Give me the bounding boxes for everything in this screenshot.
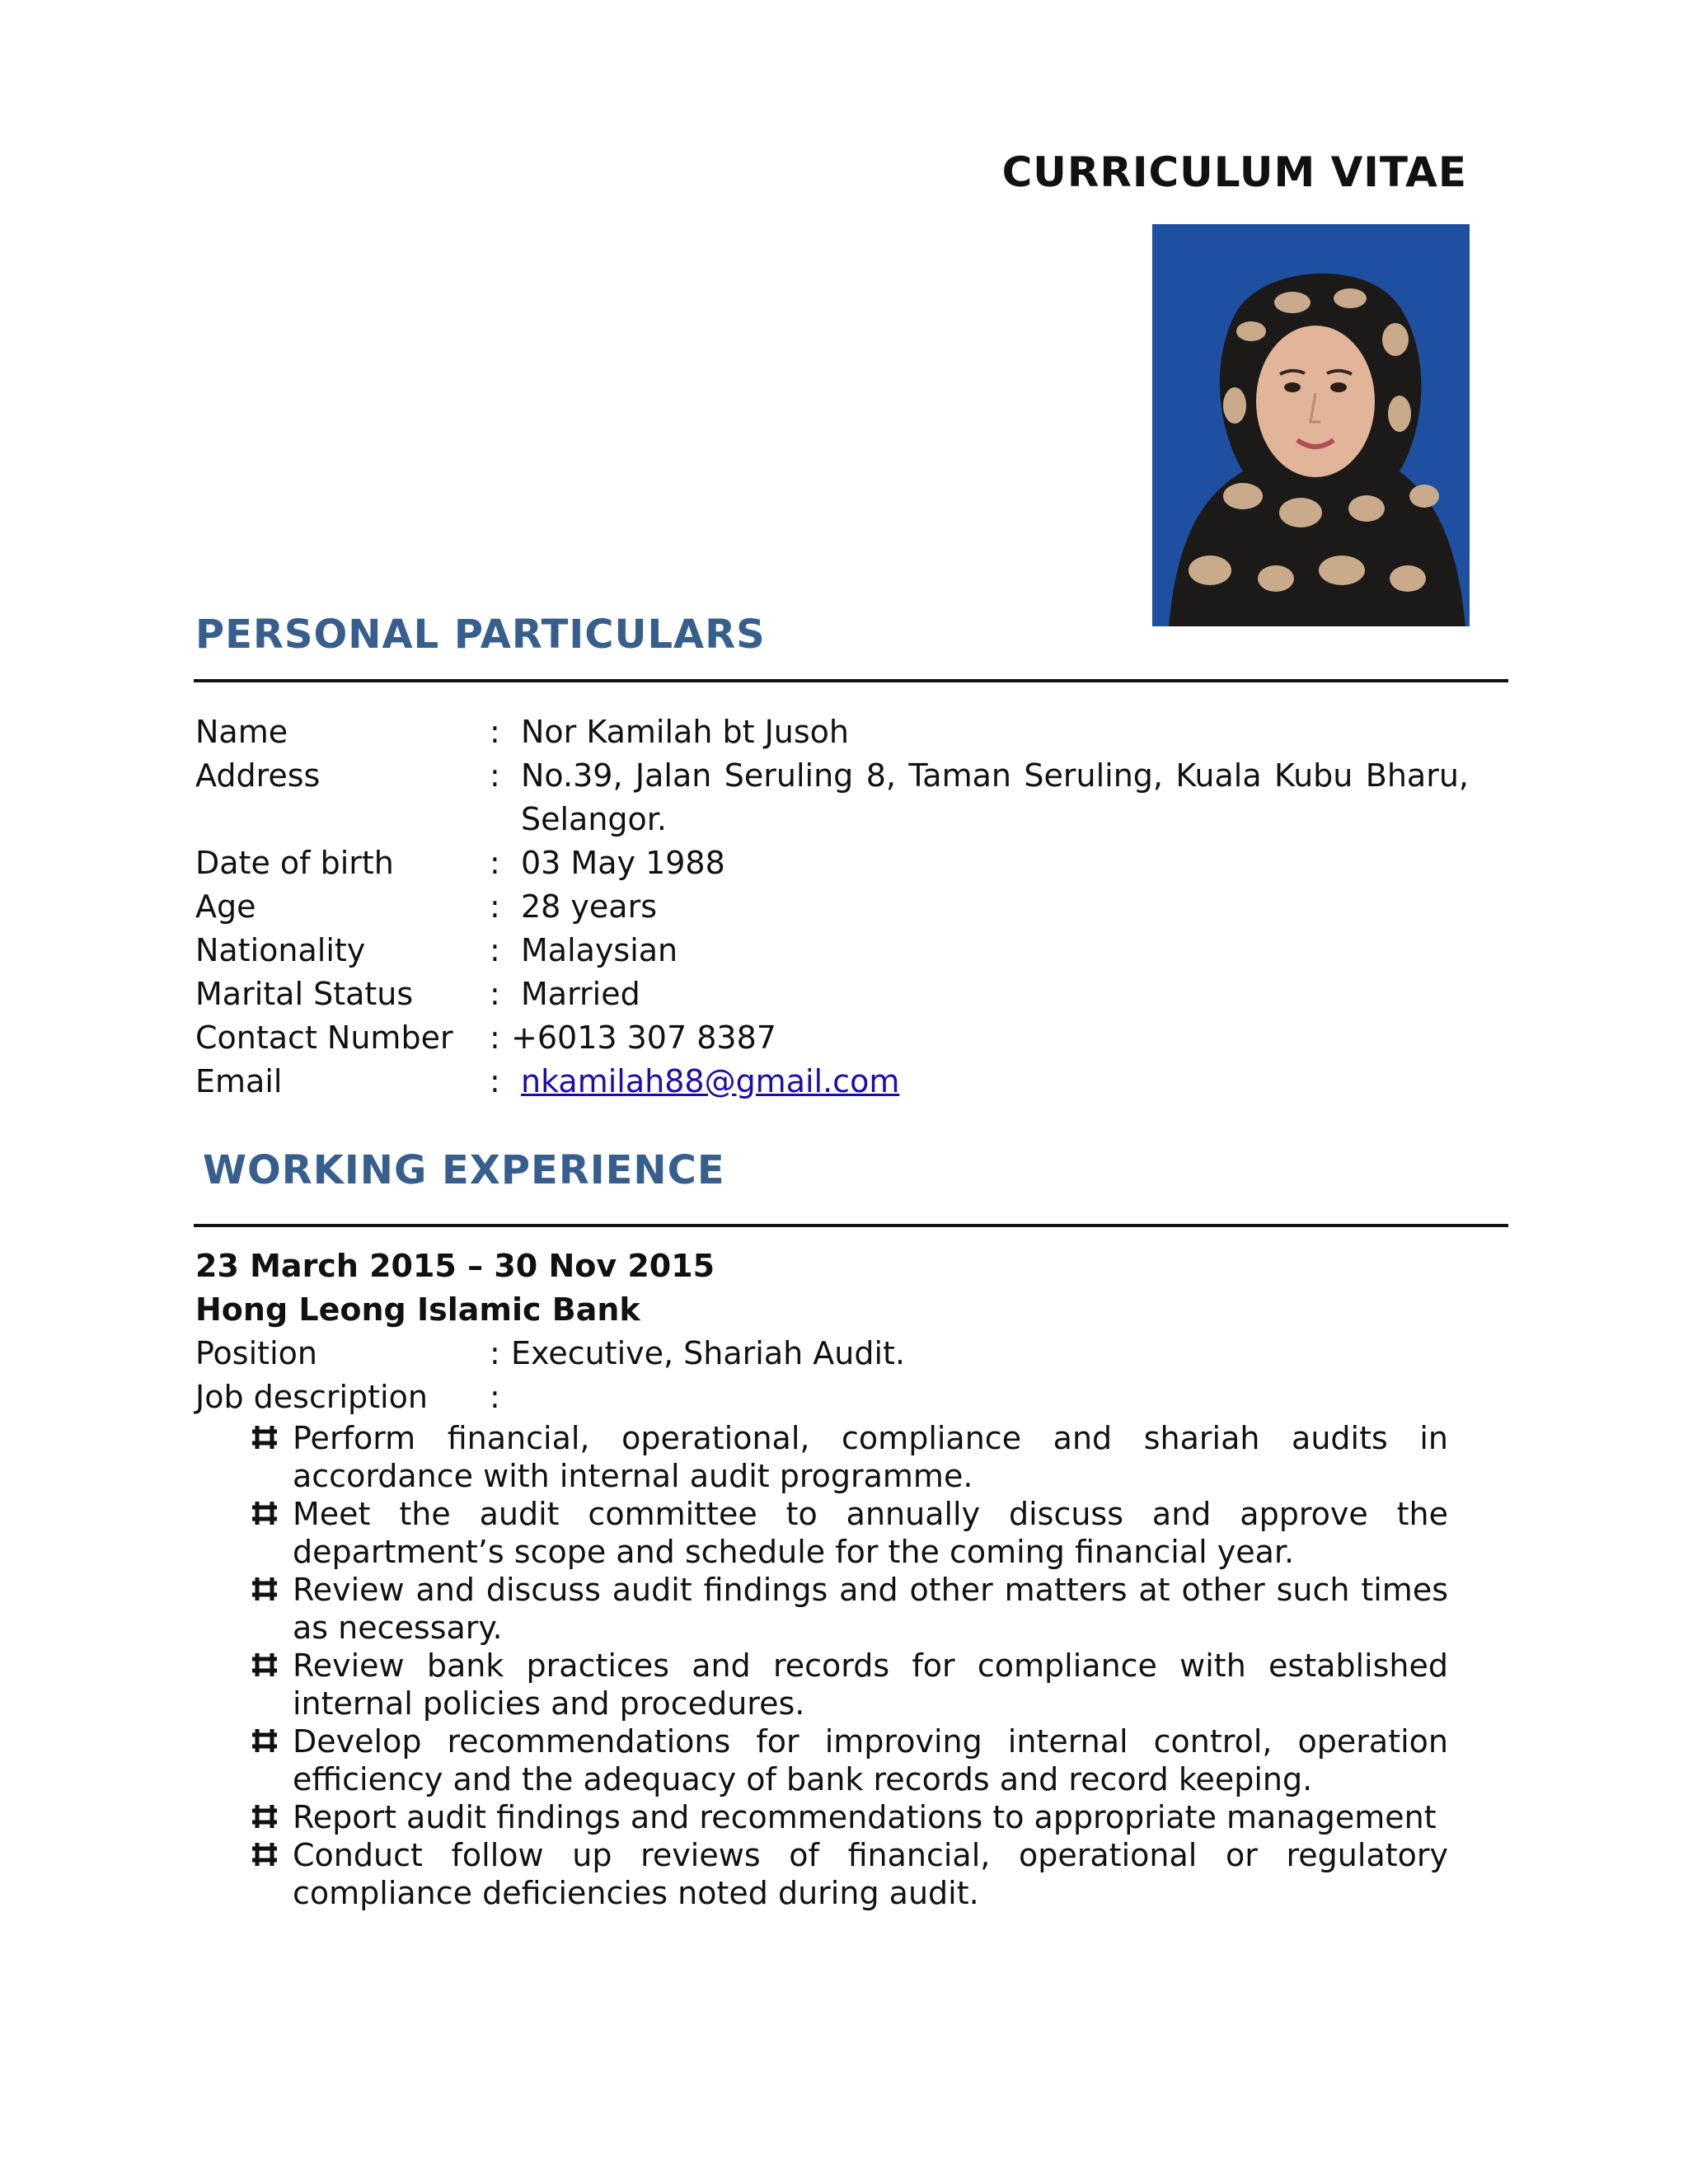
list-item bbox=[293, 1798, 1448, 1836]
duty-text: Conduct follow up reviews of financial, operational or regulatory compliance deficiencies noted during audit. bbox=[293, 1837, 1448, 1911]
hash-bullet-icon bbox=[250, 1802, 279, 1831]
personal-divider bbox=[194, 679, 1508, 682]
colon: : bbox=[490, 1019, 500, 1056]
personal-particulars-list bbox=[195, 710, 1469, 1104]
list-item bbox=[293, 1647, 1448, 1722]
email-link[interactable]: nkamilah88@gmail.com bbox=[521, 1063, 900, 1099]
working-experience-heading: WORKING EXPERIENCE bbox=[203, 1147, 725, 1193]
duty-text: Review bank practices and records for compliance with established internal policies and procedures. bbox=[293, 1647, 1448, 1722]
hash-bullet-icon bbox=[250, 1650, 279, 1680]
list-item bbox=[293, 1571, 1448, 1647]
colon: : bbox=[490, 1335, 500, 1371]
job-duties-list bbox=[195, 1419, 1448, 1912]
colon: : bbox=[490, 714, 500, 750]
profile-photo bbox=[1152, 224, 1470, 626]
row-age bbox=[195, 885, 1469, 929]
list-item bbox=[293, 1722, 1448, 1798]
row-name bbox=[195, 710, 1469, 754]
colon: : bbox=[490, 1063, 500, 1099]
experience-company: Hong Leong Islamic Bank bbox=[195, 1291, 640, 1328]
label-name: Name bbox=[195, 714, 288, 750]
value-age: 28 years bbox=[521, 888, 658, 925]
document-title: CURRICULUM VITAE bbox=[1001, 148, 1467, 196]
row-date-of-birth bbox=[195, 841, 1469, 885]
colon: : bbox=[490, 845, 500, 881]
duty-text: Report audit findings and recommendations to appropriate management bbox=[293, 1799, 1437, 1835]
row-contact-number bbox=[195, 1016, 1469, 1060]
row-marital-status bbox=[195, 972, 1469, 1016]
label-position: Position bbox=[195, 1335, 317, 1371]
colon: : bbox=[490, 1379, 500, 1415]
duty-text: Develop recommendations for improving internal control, operation efficiency and the adequacy of bank records and record keeping. bbox=[293, 1723, 1448, 1797]
row-position bbox=[195, 1332, 1448, 1376]
value-date-of-birth: 03 May 1988 bbox=[521, 845, 725, 881]
experience-divider bbox=[194, 1224, 1508, 1227]
duty-text: Review and discuss audit findings and other matters at other such times as necessary. bbox=[293, 1572, 1448, 1646]
label-marital-status: Marital Status bbox=[195, 976, 414, 1012]
label-address: Address bbox=[195, 757, 321, 794]
row-email bbox=[195, 1060, 1469, 1104]
row-address bbox=[195, 754, 1469, 841]
label-contact-number: Contact Number bbox=[195, 1019, 453, 1056]
list-item bbox=[293, 1419, 1448, 1495]
label-age: Age bbox=[195, 888, 256, 925]
hash-bullet-icon bbox=[250, 1726, 279, 1755]
personal-particulars-heading: PERSONAL PARTICULARS bbox=[195, 612, 766, 658]
colon: : bbox=[490, 932, 500, 968]
experience-entry bbox=[195, 1244, 1448, 1912]
label-nationality: Nationality bbox=[195, 932, 366, 968]
row-nationality bbox=[195, 929, 1469, 972]
duty-text: Meet the audit committee to annually discuss and approve the department’s scope and schedule for the coming financial year. bbox=[293, 1496, 1448, 1570]
profile-photo-illustration bbox=[1152, 224, 1470, 626]
label-job-description: Job description bbox=[195, 1379, 428, 1415]
duty-text: Perform financial, operational, compliance and shariah audits in accordance with internal audit programme. bbox=[293, 1420, 1448, 1494]
value-contact-number: +6013 307 8387 bbox=[511, 1019, 776, 1056]
colon: : bbox=[490, 976, 500, 1012]
list-item bbox=[293, 1836, 1448, 1912]
colon: : bbox=[490, 888, 500, 925]
row-job-description bbox=[195, 1376, 1448, 1419]
hash-bullet-icon bbox=[250, 1574, 279, 1604]
label-date-of-birth: Date of birth bbox=[195, 845, 394, 881]
experience-period: 23 March 2015 – 30 Nov 2015 bbox=[195, 1248, 715, 1284]
value-marital-status: Married bbox=[521, 976, 640, 1012]
colon: : bbox=[490, 757, 500, 794]
hash-bullet-icon bbox=[250, 1840, 279, 1869]
value-nationality: Malaysian bbox=[521, 932, 678, 968]
hash-bullet-icon bbox=[250, 1498, 279, 1528]
list-item bbox=[293, 1495, 1448, 1571]
value-position: Executive, Shariah Audit. bbox=[511, 1335, 906, 1371]
value-name: Nor Kamilah bt Jusoh bbox=[521, 714, 850, 750]
value-address: No.39, Jalan Seruling 8, Taman Seruling, Kuala Kubu Bharu, Selangor. bbox=[521, 757, 1469, 837]
hash-bullet-icon bbox=[250, 1422, 279, 1452]
label-email: Email bbox=[195, 1063, 283, 1099]
